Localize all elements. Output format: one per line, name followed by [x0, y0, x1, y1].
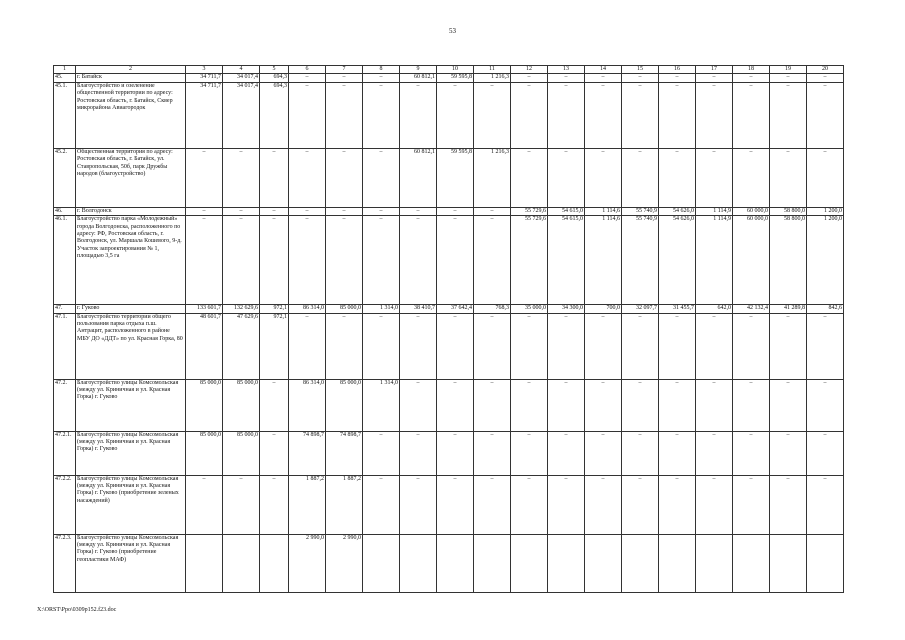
column-number: 1	[54, 66, 76, 74]
amount-cell: –	[223, 216, 260, 305]
amount-cell: 34 300,0	[548, 305, 585, 313]
amount-cell: –	[807, 148, 844, 207]
amount-cell: –	[585, 431, 622, 475]
amount-cell: –	[659, 74, 696, 82]
table-row	[54, 207, 844, 215]
table-row	[54, 313, 844, 379]
amount-cell: –	[659, 313, 696, 379]
amount-cell: –	[585, 82, 622, 148]
table-row	[54, 148, 844, 207]
amount-cell: –	[400, 207, 437, 215]
table-row	[54, 216, 844, 305]
amount-cell: –	[585, 148, 622, 207]
amount-cell: 2 990,0	[326, 534, 363, 592]
amount-cell: –	[437, 207, 474, 215]
amount-cell: –	[548, 431, 585, 475]
amount-cell: –	[186, 216, 223, 305]
column-number: 18	[733, 66, 770, 74]
amount-cell: –	[770, 82, 807, 148]
amount-cell: 35 000,0	[511, 305, 548, 313]
amount-cell: –	[400, 313, 437, 379]
amount-cell: 642,0	[696, 305, 733, 313]
object-name: Благоустройство улицы Комсомольская (между ул. Криничная и ул. Красная Горка) г. Гуково	[76, 431, 186, 475]
amount-cell: –	[289, 148, 326, 207]
amount-cell: 60 812,1	[400, 148, 437, 207]
amount-cell: –	[474, 313, 511, 379]
column-number: 13	[548, 66, 585, 74]
amount-cell	[260, 534, 289, 592]
amount-cell: 1 314,0	[363, 305, 400, 313]
row-index: 45.2.	[54, 148, 76, 207]
amount-cell: –	[622, 82, 659, 148]
page-number: 53	[449, 27, 456, 35]
amount-cell	[400, 534, 437, 592]
amount-cell: –	[363, 82, 400, 148]
amount-cell	[437, 534, 474, 592]
row-index: 45.1.	[54, 82, 76, 148]
amount-cell: –	[696, 313, 733, 379]
amount-cell: –	[326, 74, 363, 82]
amount-cell: 34 017,4	[223, 74, 260, 82]
amount-cell: –	[585, 475, 622, 534]
amount-cell: 1 114,9	[696, 216, 733, 305]
amount-cell: –	[696, 379, 733, 431]
row-index: 47.1.	[54, 313, 76, 379]
amount-cell: –	[585, 313, 622, 379]
object-name: г. Гуково	[76, 305, 186, 313]
amount-cell	[223, 534, 260, 592]
amount-cell: –	[474, 379, 511, 431]
amount-cell: –	[807, 82, 844, 148]
row-index: 45.	[54, 74, 76, 82]
amount-cell: –	[474, 475, 511, 534]
amount-cell	[659, 534, 696, 592]
column-number: 4	[223, 66, 260, 74]
amount-cell: –	[474, 216, 511, 305]
amount-cell: –	[437, 313, 474, 379]
amount-cell: –	[659, 379, 696, 431]
amount-cell: 31 455,7	[659, 305, 696, 313]
column-number: 8	[363, 66, 400, 74]
table-header-row	[54, 66, 844, 74]
amount-cell: –	[289, 313, 326, 379]
amount-cell: –	[186, 148, 223, 207]
amount-cell: –	[363, 74, 400, 82]
amount-cell: –	[400, 82, 437, 148]
amount-cell	[511, 534, 548, 592]
amount-cell: –	[733, 148, 770, 207]
amount-cell: –	[437, 82, 474, 148]
amount-cell: 59 595,8	[437, 148, 474, 207]
table-row	[54, 82, 844, 148]
amount-cell: –	[696, 74, 733, 82]
amount-cell: 59 595,8	[437, 74, 474, 82]
amount-cell: –	[548, 74, 585, 82]
table-row	[54, 305, 844, 313]
column-number: 3	[186, 66, 223, 74]
amount-cell: –	[733, 475, 770, 534]
amount-cell	[585, 534, 622, 592]
amount-cell: –	[363, 207, 400, 215]
amount-cell: 972,1	[260, 305, 289, 313]
amount-cell: –	[733, 431, 770, 475]
object-name: Благоустройство парка «Молодежный» города Волгодонска, расположенного по адресу: РФ, Ростовская область, г. Волгодонск, ул. Маршала Кошевого, 9-д. Участок запроектирования № 1, площадью 3,5 га	[76, 216, 186, 305]
amount-cell: 74 898,7	[289, 431, 326, 475]
object-name: Благоустройство улицы Комсомольская (между ул. Криничная и ул. Красная Горка) г. Гуково	[76, 379, 186, 431]
amount-cell: –	[260, 475, 289, 534]
amount-cell: 694,3	[260, 82, 289, 148]
amount-cell: 37 642,4	[437, 305, 474, 313]
amount-cell: –	[770, 313, 807, 379]
amount-cell: 132 629,6	[223, 305, 260, 313]
amount-cell	[770, 534, 807, 592]
amount-cell: –	[585, 74, 622, 82]
amount-cell: –	[400, 431, 437, 475]
amount-cell: 1 887,2	[289, 475, 326, 534]
amount-cell: –	[696, 475, 733, 534]
amount-cell: –	[770, 74, 807, 82]
amount-cell: –	[223, 148, 260, 207]
amount-cell: 55 729,6	[511, 216, 548, 305]
amount-cell: 55 740,9	[622, 207, 659, 215]
amount-cell: –	[400, 379, 437, 431]
object-name: Общественная территория по адресу: Ростовская область, г. Батайск, ул. Ставропольская, 50б, парк Дружбы народов (благоустройство)	[76, 148, 186, 207]
amount-cell: 85 000,0	[186, 431, 223, 475]
amount-cell: –	[733, 74, 770, 82]
amount-cell: 1 216,3	[474, 74, 511, 82]
column-number: 5	[260, 66, 289, 74]
amount-cell: –	[585, 379, 622, 431]
amount-cell: –	[770, 379, 807, 431]
amount-cell: 85 000,0	[223, 431, 260, 475]
column-number: 16	[659, 66, 696, 74]
amount-cell: 42 132,4	[733, 305, 770, 313]
column-number: 2	[76, 66, 186, 74]
amount-cell: –	[511, 74, 548, 82]
amount-cell: –	[326, 148, 363, 207]
object-name: г. Волгодонск	[76, 207, 186, 215]
amount-cell: –	[659, 148, 696, 207]
amount-cell: –	[223, 475, 260, 534]
amount-cell: –	[659, 431, 696, 475]
amount-cell: 34 711,7	[186, 74, 223, 82]
amount-cell: 86 314,0	[289, 305, 326, 313]
amount-cell: 41 289,8	[770, 305, 807, 313]
amount-cell: –	[807, 431, 844, 475]
row-index: 46.1.	[54, 216, 76, 305]
amount-cell: –	[511, 475, 548, 534]
amount-cell: –	[363, 475, 400, 534]
amount-cell: –	[807, 313, 844, 379]
column-number: 11	[474, 66, 511, 74]
budget-table	[53, 65, 844, 593]
object-name: Благоустройство территории общего пользования парка отдыха п.ш. Антрацит, расположенного в районе МБУ ДО «ДДТ» по ул. Красная Горка, 80	[76, 313, 186, 379]
table-row	[54, 431, 844, 475]
amount-cell: –	[400, 475, 437, 534]
amount-cell: 60 000,0	[733, 207, 770, 215]
amount-cell: –	[659, 475, 696, 534]
amount-cell: –	[260, 216, 289, 305]
amount-cell: 700,0	[585, 305, 622, 313]
amount-cell: –	[511, 431, 548, 475]
amount-cell: 1 114,6	[585, 207, 622, 215]
amount-cell: –	[548, 148, 585, 207]
amount-cell: 2 990,0	[289, 534, 326, 592]
amount-cell	[696, 534, 733, 592]
amount-cell: 60 000,0	[733, 216, 770, 305]
amount-cell: –	[289, 216, 326, 305]
amount-cell: 58 800,0	[770, 207, 807, 215]
amount-cell: –	[326, 207, 363, 215]
column-number: 20	[807, 66, 844, 74]
amount-cell: –	[437, 216, 474, 305]
object-name: Благоустройство и озеленение общественной территории по адресу: Ростовская область, г. Батайск, Сквер микрорайона Авиагородок	[76, 82, 186, 148]
amount-cell: –	[659, 82, 696, 148]
column-number: 9	[400, 66, 437, 74]
amount-cell: –	[733, 379, 770, 431]
amount-cell: 58 800,0	[770, 216, 807, 305]
amount-cell: –	[289, 74, 326, 82]
amount-cell	[363, 534, 400, 592]
column-number: 6	[289, 66, 326, 74]
amount-cell: –	[400, 216, 437, 305]
footer-file-path: X:\ORST\Ppo\0309p152.f23.doc	[37, 607, 117, 613]
amount-cell: 32 097,7	[622, 305, 659, 313]
row-index: 47.2.3.	[54, 534, 76, 592]
amount-cell: 694,3	[260, 74, 289, 82]
amount-cell	[622, 534, 659, 592]
amount-cell: –	[474, 431, 511, 475]
amount-cell	[186, 534, 223, 592]
amount-cell: –	[326, 82, 363, 148]
amount-cell: –	[511, 379, 548, 431]
amount-cell: 1 314,0	[363, 379, 400, 431]
amount-cell: 768,3	[474, 305, 511, 313]
table-row	[54, 379, 844, 431]
amount-cell: –	[770, 475, 807, 534]
amount-cell: –	[260, 207, 289, 215]
amount-cell: –	[807, 475, 844, 534]
amount-cell: –	[474, 207, 511, 215]
column-number: 14	[585, 66, 622, 74]
column-number: 10	[437, 66, 474, 74]
amount-cell: –	[260, 379, 289, 431]
amount-cell: 54 626,0	[659, 207, 696, 215]
amount-cell: –	[223, 207, 260, 215]
amount-cell: –	[622, 148, 659, 207]
object-name: Благоустройство улицы Комсомольская (между ул. Криничная и ул. Красная Горка) г. Гуково (приобретение геопластики МАФ)	[76, 534, 186, 592]
amount-cell: –	[363, 148, 400, 207]
amount-cell: 1 216,3	[474, 148, 511, 207]
row-index: 47.2.1.	[54, 431, 76, 475]
amount-cell: –	[622, 379, 659, 431]
table-row	[54, 74, 844, 82]
amount-cell: 48 601,7	[186, 313, 223, 379]
amount-cell: –	[474, 82, 511, 148]
amount-cell: –	[548, 82, 585, 148]
amount-cell: 1 114,6	[585, 216, 622, 305]
amount-cell: –	[260, 431, 289, 475]
amount-cell: 54 626,0	[659, 216, 696, 305]
amount-cell: 842,6	[807, 305, 844, 313]
amount-cell: –	[186, 207, 223, 215]
amount-cell: –	[363, 313, 400, 379]
amount-cell: 85 000,0	[186, 379, 223, 431]
row-index: 47.2.2.	[54, 475, 76, 534]
amount-cell: –	[363, 216, 400, 305]
amount-cell: –	[511, 82, 548, 148]
amount-cell: 85 000,0	[326, 305, 363, 313]
amount-cell: 86 314,0	[289, 379, 326, 431]
column-number: 19	[770, 66, 807, 74]
amount-cell: –	[622, 475, 659, 534]
amount-cell: 1 114,9	[696, 207, 733, 215]
amount-cell	[733, 534, 770, 592]
amount-cell: –	[807, 74, 844, 82]
amount-cell: 133 601,7	[186, 305, 223, 313]
column-number: 17	[696, 66, 733, 74]
amount-cell: –	[696, 431, 733, 475]
amount-cell: –	[696, 148, 733, 207]
amount-cell: 54 615,0	[548, 216, 585, 305]
amount-cell: –	[260, 148, 289, 207]
amount-cell: –	[511, 148, 548, 207]
object-name: Благоустройство улицы Комсомольская (между ул. Криничная и ул. Красная Горка) г. Гуково (приобретение зеленых насаждений)	[76, 475, 186, 534]
amount-cell: –	[696, 82, 733, 148]
amount-cell: –	[437, 379, 474, 431]
amount-cell: 74 898,7	[326, 431, 363, 475]
amount-cell: 55 729,6	[511, 207, 548, 215]
amount-cell	[807, 534, 844, 592]
amount-cell: 1 887,2	[326, 475, 363, 534]
amount-cell: –	[186, 475, 223, 534]
amount-cell: –	[622, 431, 659, 475]
amount-cell	[548, 534, 585, 592]
table-row	[54, 534, 844, 592]
amount-cell: –	[770, 148, 807, 207]
amount-cell: 38 410,7	[400, 305, 437, 313]
column-number: 7	[326, 66, 363, 74]
amount-cell: 1 200,0	[807, 207, 844, 215]
amount-cell: –	[548, 379, 585, 431]
amount-cell: –	[326, 313, 363, 379]
amount-cell: 34 017,4	[223, 82, 260, 148]
amount-cell: –	[289, 207, 326, 215]
amount-cell: –	[770, 431, 807, 475]
amount-cell: –	[437, 431, 474, 475]
amount-cell: –	[622, 313, 659, 379]
amount-cell: –	[622, 74, 659, 82]
amount-cell: –	[733, 313, 770, 379]
amount-cell: 1 200,0	[807, 216, 844, 305]
row-index: 47.2.	[54, 379, 76, 431]
amount-cell: –	[326, 216, 363, 305]
row-index: 46.	[54, 207, 76, 215]
amount-cell: –	[548, 313, 585, 379]
amount-cell: 972,1	[260, 313, 289, 379]
column-number: 15	[622, 66, 659, 74]
amount-cell: 55 740,9	[622, 216, 659, 305]
amount-cell: –	[548, 475, 585, 534]
amount-cell: –	[363, 431, 400, 475]
amount-cell: 47 629,6	[223, 313, 260, 379]
amount-cell: 34 711,7	[186, 82, 223, 148]
amount-cell: –	[289, 82, 326, 148]
amount-cell: 85 000,0	[223, 379, 260, 431]
amount-cell: 54 615,0	[548, 207, 585, 215]
amount-cell	[474, 534, 511, 592]
table-row	[54, 475, 844, 534]
amount-cell: 85 000,0	[326, 379, 363, 431]
row-index: 47.	[54, 305, 76, 313]
column-number: 12	[511, 66, 548, 74]
amount-cell: –	[437, 475, 474, 534]
object-name: г. Батайск	[76, 74, 186, 82]
amount-cell: –	[511, 313, 548, 379]
amount-cell: –	[807, 379, 844, 431]
amount-cell: –	[733, 82, 770, 148]
amount-cell: 60 812,1	[400, 74, 437, 82]
